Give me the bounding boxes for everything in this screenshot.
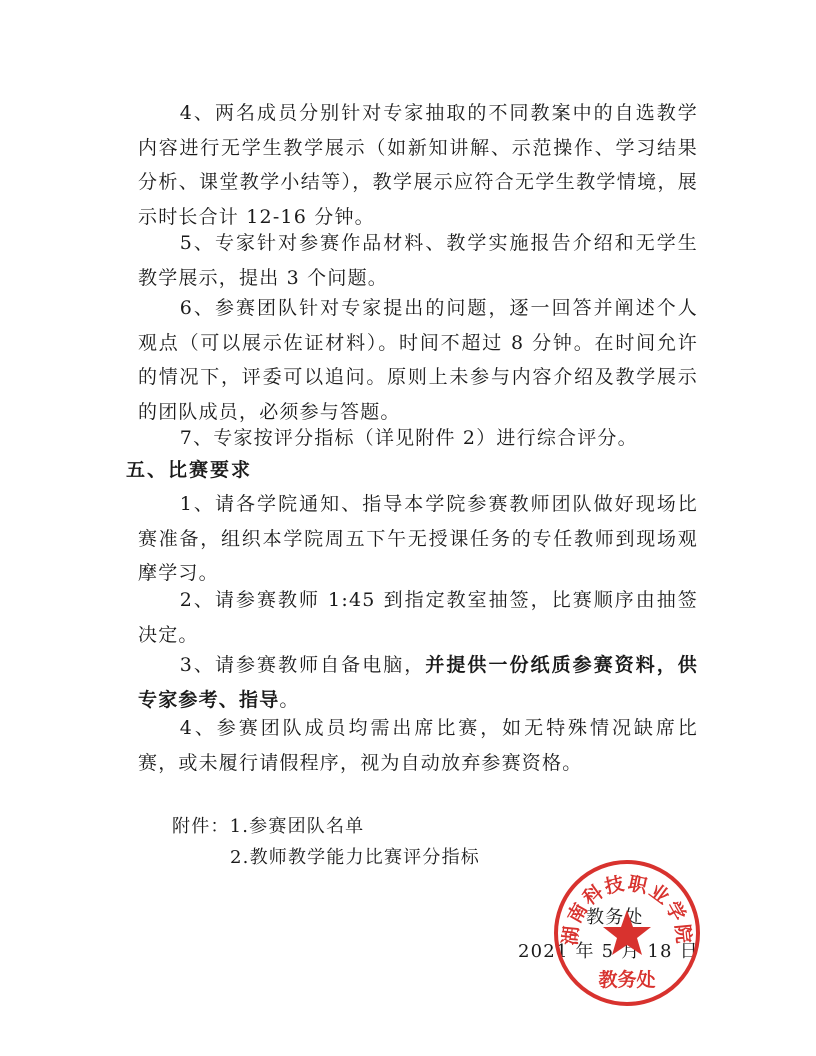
requirement-item-3-text: 3、请参赛教师自备电脑，: [179, 654, 426, 676]
attachment-label: 附件：: [172, 816, 230, 837]
procedure-item-4: 4、两名成员分别针对专家抽取的不同教案中的自选教学内容进行无学生教学展示（如新知讲解、示范操作、学习结果分析、课堂教学小结等），教学展示应符合无学生教学情境，展示时长合计 12-16 分钟。: [138, 102, 698, 228]
procedure-item-7: 7、专家按评分指标（详见附件 2）进行综合评分。: [179, 427, 638, 449]
official-seal: [552, 858, 702, 1008]
requirement-item-4: 4、参赛团队成员均需出席比赛，如无特殊情况缺席比赛，或未履行请假程序，视为自动放弃参赛资格。: [138, 717, 698, 774]
attachment-item-2: 2.教师教学能力比赛评分指标: [230, 847, 480, 868]
requirement-item-3: [138, 648, 698, 717]
signature-date: 2021 年 5 月 18 日: [518, 941, 699, 962]
signature-department: 教务处: [586, 907, 644, 928]
requirement-item-2: 2、请参赛教师 1:45 到指定教室抽签，比赛顺序由抽签决定。: [138, 589, 698, 646]
requirement-item-3-bold: 并提供一份纸质参赛资料，供专家参考、指导: [138, 654, 698, 711]
procedure-item-6: 6、参赛团队针对专家提出的问题，逐一回答并阐述个人观点（可以展示佐证材料）。时间不超过 8 分钟。在时间允许的情况下，评委可以追问。原则上未参与内容介绍及教学展示的团队成员，必须参与答题。: [138, 297, 698, 423]
attachment-item-1: 1.参赛团队名单: [229, 816, 365, 837]
seal-inner-text: 教务处: [598, 969, 656, 991]
seal-star-icon: [603, 910, 651, 955]
requirement-item-3-suffix: 。: [279, 688, 300, 711]
attachment-line-1: [172, 812, 364, 838]
procedure-item-5: 5、专家针对参赛作品材料、教学实施报告介绍和无学生教学展示，提出 3 个问题。: [138, 232, 698, 289]
section-heading: 五、比赛要求: [126, 459, 253, 481]
requirement-item-1: 1、请各学院通知、指导本学院参赛教师团队做好现场比赛准备，组织本学院周五下午无授课任务的专任教师到现场观摩学习。: [138, 493, 698, 584]
seal-outer-text: 湖南科技职业学院: [559, 872, 695, 947]
